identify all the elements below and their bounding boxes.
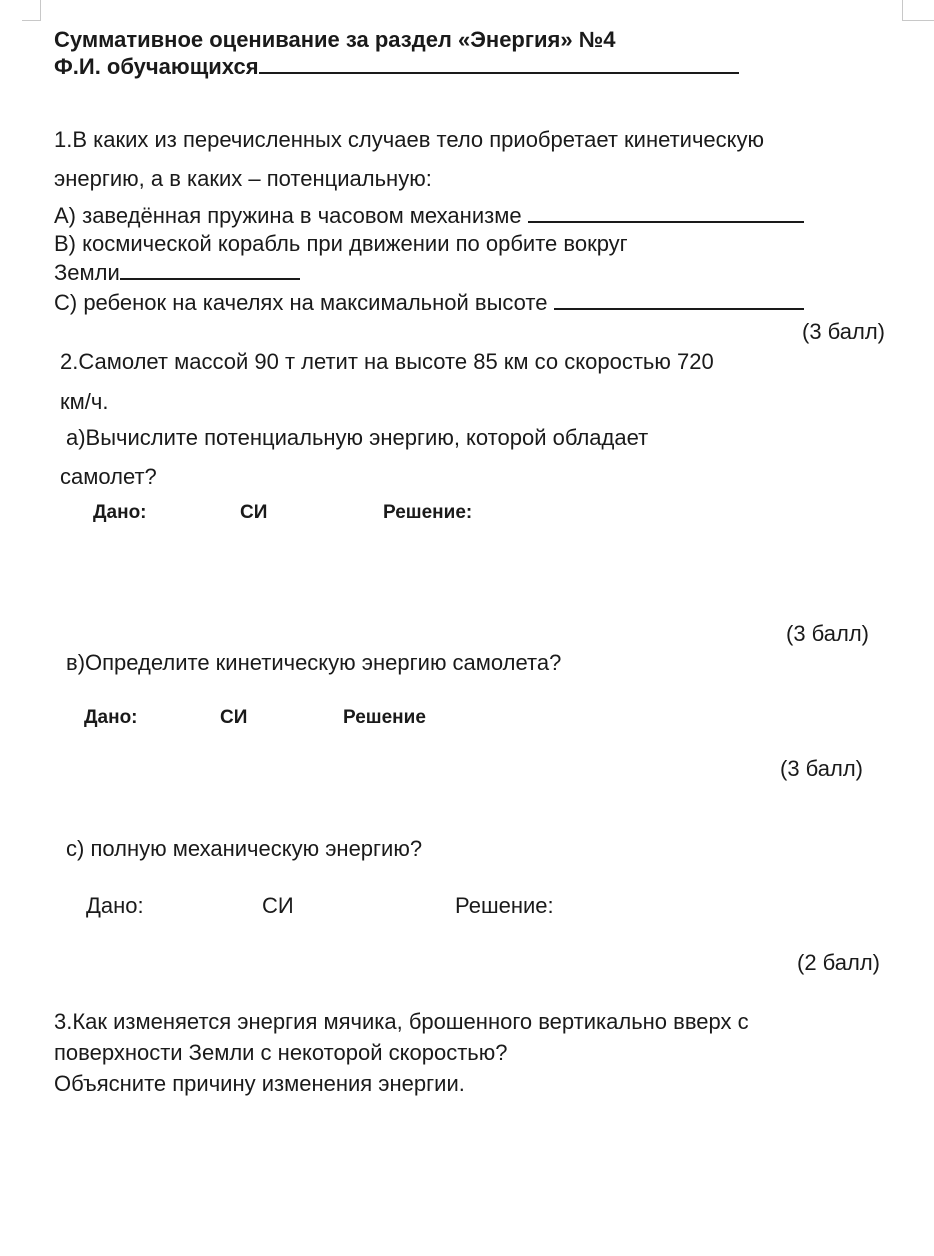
q2b-score: (3 балл) <box>780 756 864 781</box>
page-corner-top-right <box>902 0 934 21</box>
q1-text-line2: энергию, а в каких – потенциальную: <box>54 166 432 191</box>
document-title: Суммативное оценивание за раздел «Энергия» №4 <box>54 27 616 52</box>
student-name-row <box>54 54 739 80</box>
q2c-solution-label: Решение: <box>455 893 554 918</box>
q2a-text-line1: а)Вычислите потенциальную энергию, которой обладает <box>66 425 649 450</box>
q1-item-a-blank[interactable] <box>528 203 804 223</box>
q2-text-line2: км/ч. <box>60 389 109 414</box>
q2c-given-label: Дано: <box>86 893 144 918</box>
q2a-si-label: СИ <box>240 502 268 523</box>
q1-item-c: С) ребенок на качелях на максимальной высоте <box>54 290 804 316</box>
q2b-solution-label: Решение <box>343 707 426 728</box>
q2-text-line1: 2.Самолет массой 90 т летит на высоте 85 км со скоростью 720 <box>60 349 714 374</box>
q3-text-line2: поверхности Земли с некоторой скоростью? <box>54 1040 508 1065</box>
student-name-label: Ф.И. обучающихся <box>54 54 259 79</box>
q2a-given-label: Дано: <box>93 502 147 523</box>
student-name-blank[interactable] <box>259 54 739 74</box>
q2a-solution-label: Решение: <box>383 502 473 523</box>
q1-text-line1: 1.В каких из перечисленных случаев тело приобретает кинетическую <box>54 127 765 152</box>
q2b-si-label: СИ <box>220 707 248 728</box>
q3-text-line3: Объясните причину изменения энергии. <box>54 1071 465 1096</box>
q1-item-b-line1: В) космической корабль при движении по орбите вокруг <box>54 231 628 256</box>
q2c-score: (2 балл) <box>797 950 881 975</box>
q2c-text: с) полную механическую энергию? <box>66 836 423 861</box>
q1-item-b-blank[interactable] <box>120 260 300 280</box>
q2a-score: (3 балл) <box>786 621 870 646</box>
q2a-text-line2: самолет? <box>60 464 157 489</box>
q2b-text: в)Определите кинетическую энергию самолета? <box>66 650 562 675</box>
q2c-si-label: СИ <box>262 893 294 918</box>
q2b-given-label: Дано: <box>84 707 138 728</box>
page-corner-top-left <box>22 0 41 21</box>
q1-score: (3 балл) <box>802 319 886 344</box>
q1-item-c-blank[interactable] <box>554 290 804 310</box>
q1-item-a: А) заведённая пружина в часовом механизме <box>54 203 804 229</box>
q3-text-line1: 3.Как изменяется энергия мячика, брошенного вертикально вверх с <box>54 1009 749 1034</box>
q1-item-b-line2: Земли <box>54 260 300 286</box>
